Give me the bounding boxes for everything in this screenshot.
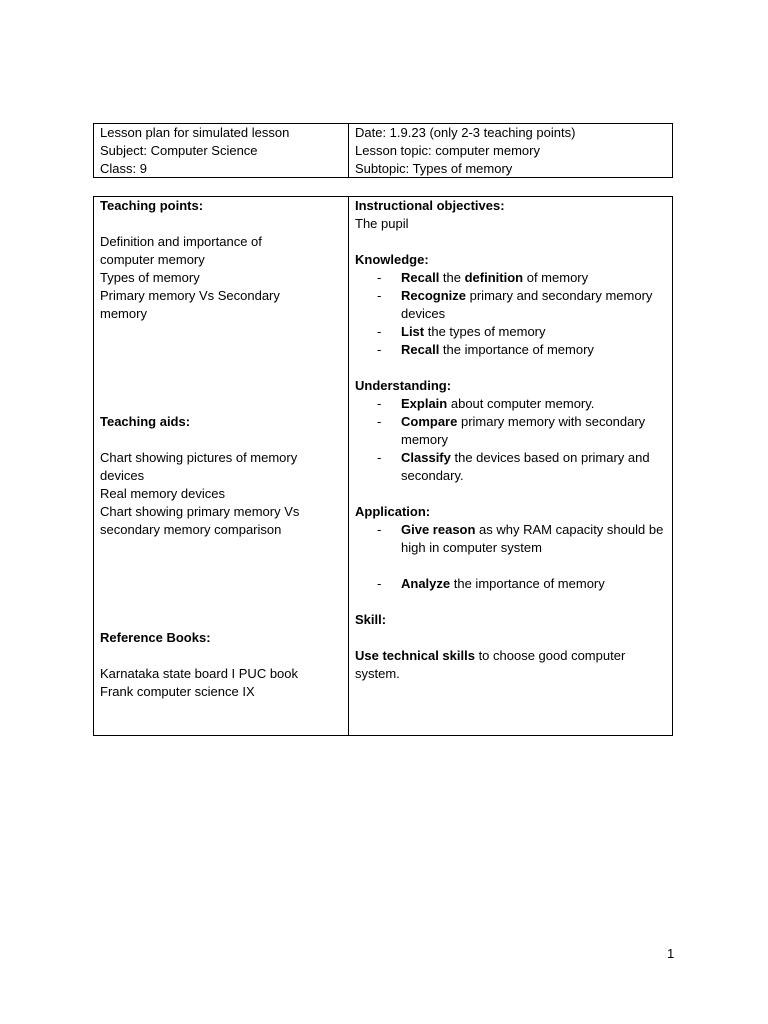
- understanding-item: - Explain about computer memory.: [355, 395, 666, 413]
- application-item: - Give reason as why RAM capacity should be high in computer system: [355, 521, 666, 557]
- application-list: [355, 521, 666, 593]
- teaching-aid-line: Chart showing pictures of memory: [100, 450, 298, 465]
- teaching-aid-line: secondary memory comparison: [100, 522, 282, 537]
- teaching-aid-line: Chart showing primary memory Vs: [100, 504, 300, 519]
- reference-book-line: Frank computer science IX: [100, 684, 255, 699]
- skill-heading: Skill:: [355, 612, 387, 627]
- teaching-aid-line: Real memory devices: [100, 486, 225, 501]
- understanding-heading: Understanding:: [355, 378, 452, 393]
- knowledge-list: [355, 269, 666, 359]
- understanding-list: [355, 395, 666, 485]
- class-line: Class: 9: [100, 161, 147, 176]
- teaching-point-line: Definition and importance of: [100, 234, 262, 249]
- understanding-item: - Classify the devices based on primary and secondary.: [355, 449, 666, 485]
- teaching-point-line: computer memory: [100, 252, 205, 267]
- teaching-aid-line: devices: [100, 468, 145, 483]
- teaching-points-heading: Teaching points:: [100, 198, 204, 213]
- teaching-aids-heading: Teaching aids:: [100, 414, 191, 429]
- reference-book-line: Karnataka state board I PUC book: [100, 666, 299, 681]
- header-right-cell: [349, 124, 672, 177]
- subject-line: Subject: Computer Science: [100, 143, 258, 158]
- lesson-plan-title: Lesson plan for simulated lesson: [100, 125, 290, 140]
- knowledge-heading: Knowledge:: [355, 252, 429, 267]
- application-item: - Analyze the importance of memory: [355, 575, 666, 593]
- knowledge-item: - Recall the definition of memory: [355, 269, 666, 287]
- date-line: Date: 1.9.23 (only 2-3 teaching points): [355, 125, 576, 140]
- teaching-point-line: Types of memory: [100, 270, 200, 285]
- teaching-point-line: Primary memory Vs Secondary: [100, 288, 280, 303]
- skill-text: Use technical skills to choose good computer system.: [355, 648, 626, 681]
- subtopic-line: Subtopic: Types of memory: [355, 161, 513, 176]
- header-left-cell: [94, 124, 349, 177]
- knowledge-item: - Recognize primary and secondary memory devices: [355, 287, 666, 323]
- right-column: [349, 197, 672, 735]
- main-table: [93, 196, 673, 736]
- understanding-item: - Compare primary memory with secondary memory: [355, 413, 666, 449]
- objectives-heading: Instructional objectives:: [355, 198, 505, 213]
- page-number: 1: [667, 946, 675, 961]
- left-column: [94, 197, 349, 735]
- reference-books-heading: Reference Books:: [100, 630, 211, 645]
- application-heading: Application:: [355, 504, 431, 519]
- objectives-intro: The pupil: [355, 216, 409, 231]
- header-table: [93, 123, 673, 178]
- knowledge-item: - Recall the importance of memory: [355, 341, 666, 359]
- lesson-topic-line: Lesson topic: computer memory: [355, 143, 540, 158]
- knowledge-item: - List the types of memory: [355, 323, 666, 341]
- teaching-point-line: memory: [100, 306, 147, 321]
